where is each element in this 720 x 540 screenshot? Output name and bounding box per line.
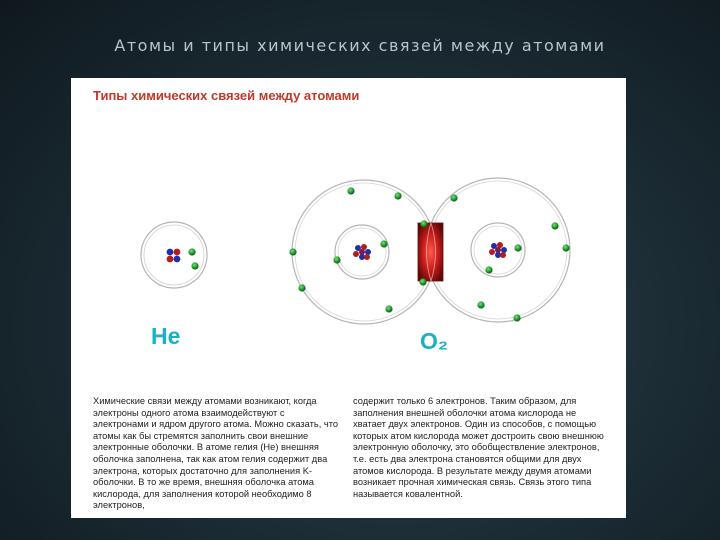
oxygen-nucleus-right [489, 242, 507, 258]
panel-heading: Типы химических связей между атомами [93, 88, 360, 103]
oxygen-electron [380, 240, 387, 247]
oxygen-electron [347, 187, 354, 194]
oxygen-molecule-label: O₂ [420, 328, 449, 354]
oxygen-electron [385, 305, 392, 312]
oxygen-atom-right [426, 178, 570, 322]
oxygen-electron [394, 192, 401, 199]
helium-outer-shell [141, 222, 207, 288]
oxygen-electron [485, 266, 492, 273]
oxygen-electron [333, 256, 340, 263]
content-panel [71, 78, 626, 518]
oxygen-atom-left [289, 180, 436, 324]
helium-nucleus [167, 249, 181, 263]
oxygen-nucleus-left [353, 244, 371, 260]
helium-label: He [151, 323, 181, 349]
helium-inner-shell [144, 225, 204, 285]
shared-electron [419, 278, 426, 285]
slide-title: Атомы и типы химических связей между атомами [114, 36, 606, 55]
oxygen-electron [450, 194, 457, 201]
text-column-right: содержит только 6 электронов. Таким образом, для заполнения внешней оболочки атома кислорода не хватает двух электронов. Один из способов, с помощью которых атом кислорода может достроить свою внешнюю электронную оболочку, это обобществление электронов, т.е. есть два электрона становятся общими для двух атомов кислорода. В результате между двумя атомами возникает прочная химическая связь. Связь этого типа называется ковалентной. [353, 396, 604, 499]
oxygen-electron [289, 248, 296, 255]
helium-atom [141, 222, 207, 288]
covalent-bond-region [418, 220, 443, 285]
text-column-left: Химические связи между атомами возникают, когда электроны одного атома взаимодействуют с электронами и ядром другого атома. Можно сказать, что атомы как бы стремятся заполнить свои внешние электронные оболочки. В атоме гелия (He) внешняя оболочка заполнена, так как атом гелия содержит два электрона, которых достаточно для заполнения K-оболочки. В то же время, внешняя оболочка атома кислорода, для заполнения которой необходимо 8 электронов, [93, 396, 339, 511]
oxygen-electron [477, 301, 484, 308]
shared-electron [420, 220, 427, 227]
helium-electron [191, 262, 198, 269]
oxygen-electron [513, 314, 520, 321]
oxygen-electron [514, 244, 521, 251]
helium-electron [188, 248, 195, 255]
oxygen-electron [551, 222, 558, 229]
oxygen-electron [298, 284, 305, 291]
oxygen-electron [562, 244, 569, 251]
